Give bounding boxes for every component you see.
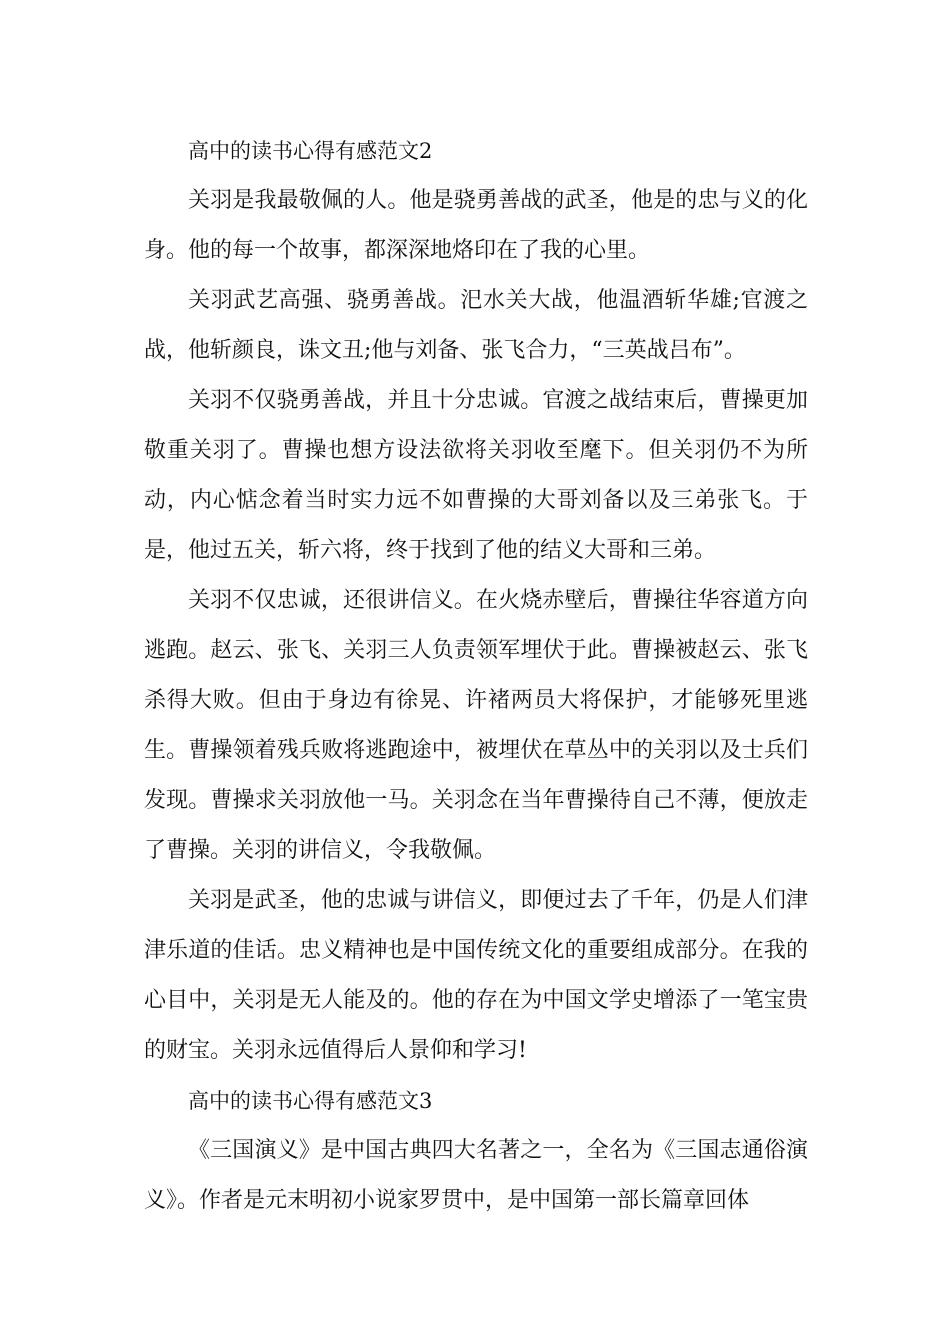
- paragraph-guanyu-intro: 关羽是我最敬佩的人。他是骁勇善战的武圣，他是的忠与义的化身。他的每一个故事，都深深地烙印在了我的心里。: [144, 188, 808, 263]
- section-heading-3: 高中的读书心得有感范文3: [188, 1089, 433, 1113]
- section-heading-2: 高中的读书心得有感范文2: [188, 139, 433, 163]
- paragraph-guanyu-conclusion: 关羽是武圣，他的忠诚与讲信义，即便过去了千年，仍是人们津津乐道的佳话。忠义精神也是中国传统文化的重要组成部分。在我的心目中，关羽是无人能及的。他的存在为中国文学史增添了一笔宝贵的财宝。关羽永远值得后人景仰和学习!: [144, 888, 808, 1063]
- paragraph-sanguo-intro: 《三国演义》是中国古典四大名著之一，全名为《三国志通俗演义》。作者是元末明初小说家罗贯中，是中国第一部长篇章回体: [144, 1138, 808, 1213]
- paragraph-guanyu-martial: 关羽武艺高强、骁勇善战。汜水关大战，他温酒斩华雄;官渡之战，他斩颜良，诛文丑;他与刘备、张飞合力，“三英战吕布”。: [144, 288, 808, 363]
- document-body: [144, 126, 808, 1226]
- paragraph-guanyu-loyalty: 关羽不仅骁勇善战，并且十分忠诚。官渡之战结束后，曹操更加敬重关羽了。曹操也想方设法欲将关羽收至麾下。但关羽仍不为所动，内心惦念着当时实力远不如曹操的大哥刘备以及三弟张飞。于是，他过五关，斩六将，终于找到了他的结义大哥和三弟。: [144, 388, 808, 563]
- paragraph-guanyu-righteousness: 关羽不仅忠诚，还很讲信义。在火烧赤壁后，曹操往华容道方向逃跑。赵云、张飞、关羽三人负责领军埋伏于此。曹操被赵云、张飞杀得大败。但由于身边有徐晃、许褚两员大将保护，才能够死里逃生。曹操领着残兵败将逃跑途中，被埋伏在草丛中的关羽以及士兵们发现。曹操求关羽放他一马。关羽念在当年曹操待自己不薄，便放走了曹操。关羽的讲信义，令我敬佩。: [144, 588, 808, 863]
